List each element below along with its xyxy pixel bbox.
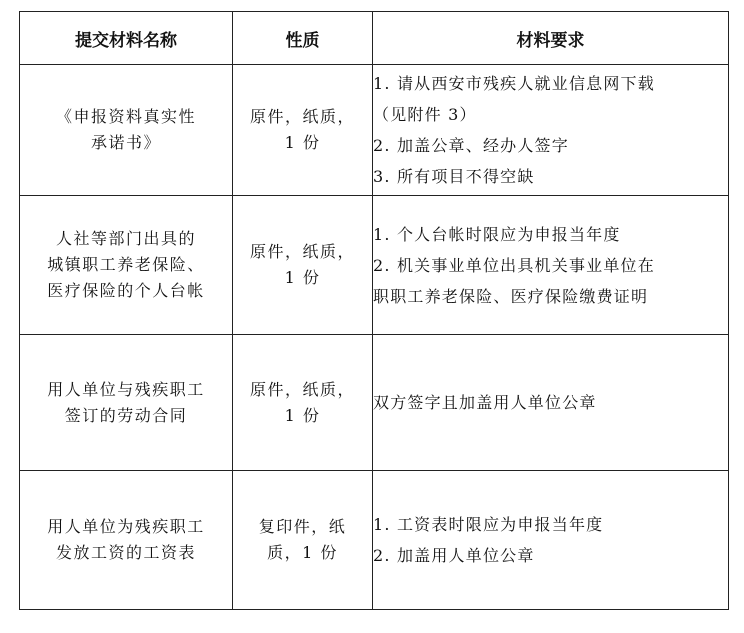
- table-row: [20, 335, 729, 471]
- requirements-cell: [373, 335, 729, 471]
- requirement-line: 双方签字且加盖用人单位公章: [373, 393, 597, 412]
- material-name-line: 人社等部门出具的: [55, 229, 196, 248]
- material-name-line: 《申报资料真实性: [55, 107, 196, 126]
- table-row: [20, 65, 729, 196]
- requirement-line: 1. 个人台帐时限应为申报当年度: [373, 224, 621, 244]
- requirements-cell: [373, 65, 729, 196]
- header-requirements: 材料要求: [373, 12, 729, 65]
- requirement-line: 1. 请从西安市残疾人就业信息网下载: [373, 74, 655, 93]
- requirement-line: 1. 工资表时限应为申报当年度: [373, 515, 604, 534]
- nature-cell: [233, 335, 373, 471]
- requirement-line: 3. 所有项目不得空缺: [373, 167, 535, 186]
- material-name-cell: [20, 471, 233, 610]
- nature-line: 1 份: [284, 268, 321, 287]
- requirement-line: 2. 机关事业单位出具机关事业单位在: [373, 255, 655, 275]
- nature-line: 1 份: [284, 405, 321, 425]
- requirement-line: 职职工养老保险、医疗保险缴费证明: [373, 286, 649, 306]
- nature-line: 原件，纸质，: [249, 242, 355, 261]
- material-name-line: 签订的劳动合同: [64, 405, 188, 425]
- materials-table: [19, 11, 729, 610]
- material-name-cell: [20, 196, 233, 335]
- material-name-line: 城镇职工养老保险、: [47, 255, 205, 274]
- nature-line: 1 份: [284, 133, 321, 152]
- header-material-name: 提交材料名称: [20, 12, 233, 65]
- material-name-line: 承诺书》: [90, 133, 161, 152]
- requirement-line: 2. 加盖公章、经办人签字: [373, 136, 569, 155]
- nature-line: 复印件，纸: [258, 517, 347, 536]
- table-row: [20, 196, 729, 335]
- table-row: [20, 471, 729, 610]
- material-name-line: 医疗保险的个人台帐: [47, 281, 205, 300]
- header-nature: 性质: [233, 12, 373, 65]
- table-header: [20, 12, 729, 65]
- nature-line: 质，1 份: [267, 543, 338, 562]
- nature-line: 原件，纸质，: [249, 107, 355, 126]
- nature-line: 原件，纸质，: [249, 379, 355, 399]
- requirements-cell: [373, 196, 729, 335]
- nature-cell: [233, 65, 373, 196]
- material-name-line: 用人单位为残疾职工: [47, 517, 205, 536]
- material-name-line: 发放工资的工资表: [55, 543, 196, 562]
- material-name-line: 用人单位与残疾职工: [47, 379, 205, 399]
- requirement-line: 2. 加盖用人单位公章: [373, 546, 535, 565]
- requirements-cell: [373, 471, 729, 610]
- requirement-line: （见附件 3）: [373, 105, 477, 124]
- material-name-cell: [20, 335, 233, 471]
- header-row: [20, 12, 729, 65]
- nature-cell: [233, 471, 373, 610]
- nature-cell: [233, 196, 373, 335]
- material-name-cell: [20, 65, 233, 196]
